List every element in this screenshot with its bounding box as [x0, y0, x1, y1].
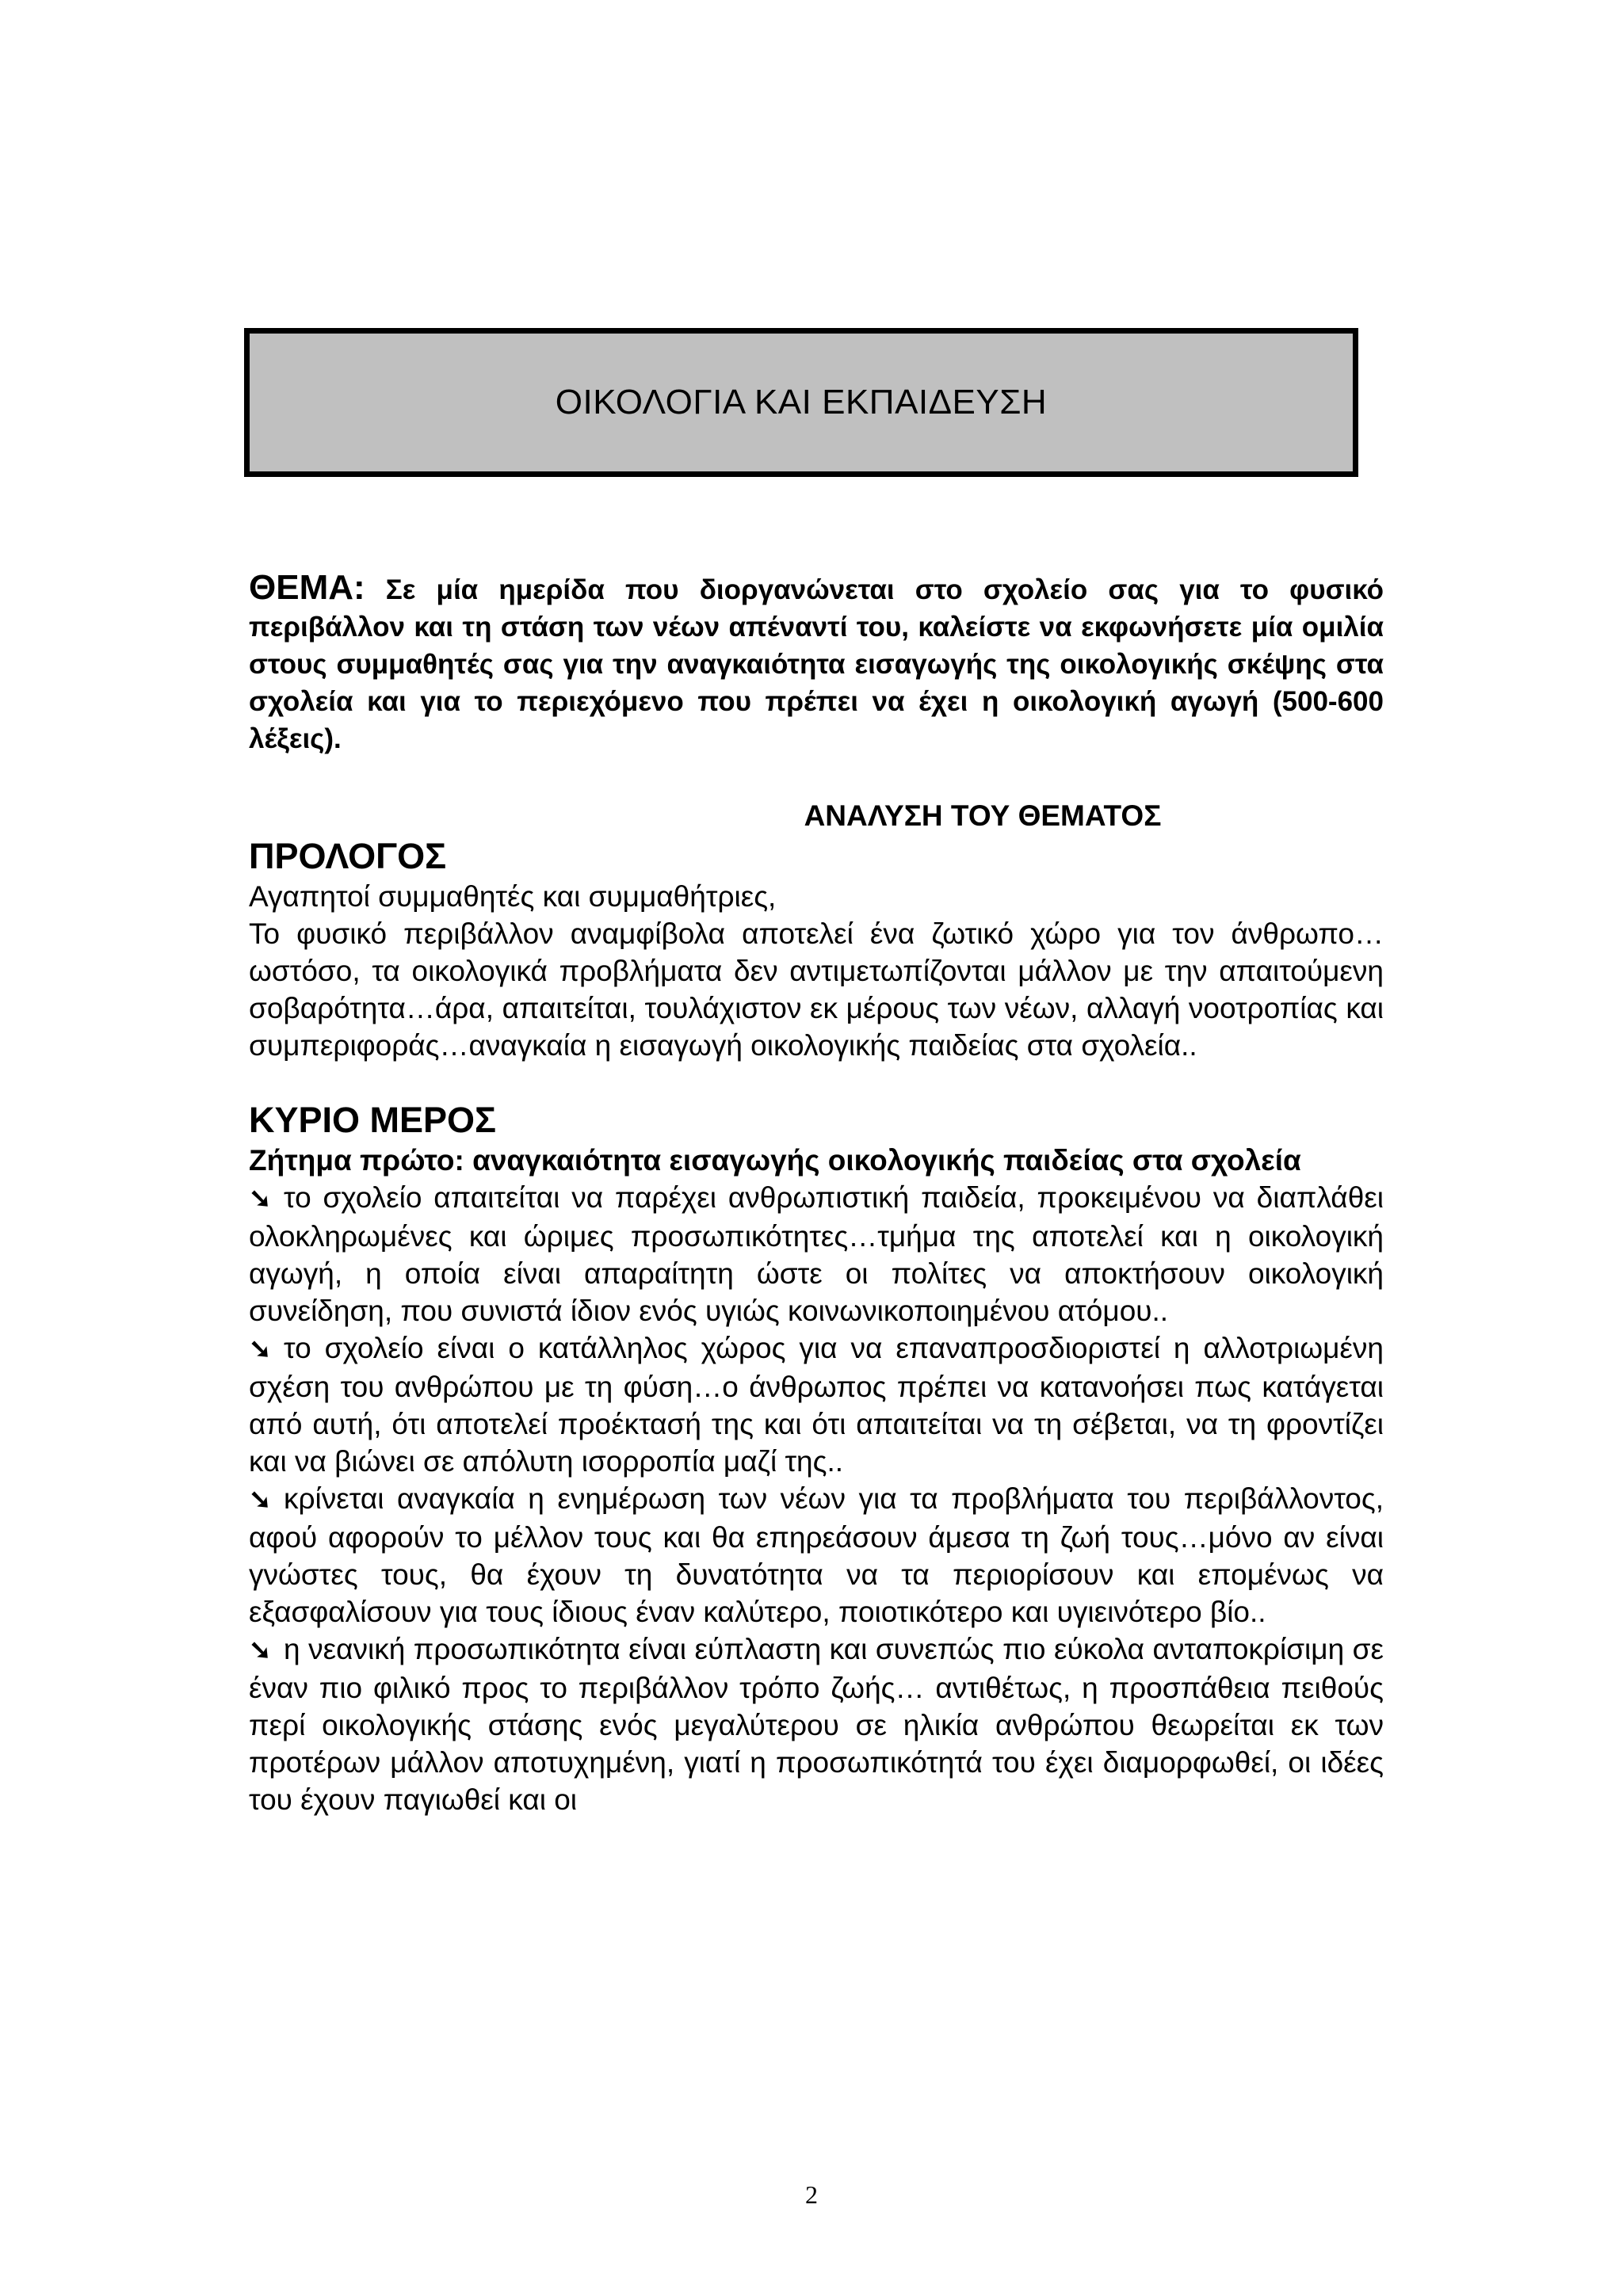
- arrow-down-right-icon: ➘: [249, 1635, 272, 1665]
- prologue-heading: ΠΡΟΛΟΓΟΣ: [249, 836, 447, 876]
- analysis-heading: ΑΝΑΛΥΣΗ ΤΟΥ ΘΕΜΑΤΟΣ: [804, 799, 1162, 832]
- bullet-text: το σχολείο είναι ο κατάλληλος χώρος για να επαναπροσδιοριστεί η αλλοτριωμένη σχέση του ανθρώπου με τη φύση…ο άνθρωπος πρέπει να κατανοήσει πως κατάγεται από αυτή, ότι αποτελεί προέκτασή της και ότι απαιτείται να τη σέβεται, να τη φροντίζει και να βιώνει σε απόλυτη ισορροπία μαζί της..: [249, 1332, 1384, 1478]
- bullet-text: κρίνεται αναγκαία η ενημέρωση των νέων για τα προβλήματα του περιβάλλοντος, αφού αφορούν το μέλλον τους και θα επηρεάσουν άμεσα τη ζωή τους…μόνο αν είναι γνώστες τους, θα έχουν τη δυνατότητα να τα περιορίσουν και επομένως να εξασφαλίσουν για τους ίδιους έναν καλύτερο, ποιοτικότερο και υγιεινότερο βίο..: [249, 1482, 1384, 1628]
- theme-label: ΘΕΜΑ:: [249, 568, 365, 607]
- bullet-item: [249, 1480, 1384, 1630]
- bullet-item: [249, 1329, 1384, 1480]
- arrow-down-right-icon: ➘: [249, 1334, 272, 1364]
- arrow-down-right-icon: ➘: [249, 1184, 272, 1214]
- page-number: 2: [805, 2180, 818, 2209]
- main-subheading: Ζήτημα πρώτο: αναγκαιότητα εισαγωγής οικολογικής παιδείας στα σχολεία: [249, 1144, 1301, 1177]
- bullet-text: το σχολείο απαιτείται να παρέχει ανθρωπιστική παιδεία, προκειμένου να διαπλάθει ολοκληρωμένες και ώριμες προσωπικότητες…τμήμα της αποτελεί και η οικολογική αγωγή, η οποία είναι απαραίτητη ώστε οι πολίτες να αποκτήσουν οικολογική συνείδηση, που συνιστά ίδιον ενός υγιώς κοινωνικοποιημένου ατόμου..: [249, 1181, 1384, 1327]
- document-body: [249, 569, 1384, 1818]
- theme-paragraph: [249, 569, 1384, 757]
- bullet-item: [249, 1179, 1384, 1329]
- theme-text: Σε μία ημερίδα που διοργανώνεται στο σχολείο σας για το φυσικό περιβάλλον και τη στάση των νέων απέναντί του, καλείστε να εκφωνήσετε μία ομιλία στους συμμαθητές σας για την αναγκαιότητα εισαγωγής της οικολογικής σκέψης στα σχολεία και για το περιεχόμενο που πρέπει να έχει η οικολογική αγωγή (500-600 λέξεις).: [249, 574, 1384, 754]
- prologue-text: Το φυσικό περιβάλλον αναμφίβολα αποτελεί ένα ζωτικό χώρο για τον άνθρωπο…ωστόσο, τα οικολογικά προβλήματα δεν αντιμετωπίζονται μάλλον με την απαιτούμενη σοβαρότητα…άρα, απαιτείται, τουλάχιστον εκ μέρους των νέων, αλλαγή νοοτροπίας και συμπεριφοράς…αναγκαία η εισαγωγή οικολογικής παιδείας στα σχολεία..: [249, 917, 1384, 1062]
- page-title: ΟΙΚΟΛΟΓΙΑ ΚΑΙ ΕΚΠΑΙΔΕΥΣΗ: [555, 383, 1048, 421]
- main-heading: ΚΥΡΙΟ ΜΕΡΟΣ: [249, 1100, 497, 1140]
- prologue-greeting: Αγαπητοί συμμαθητές και συμμαθήτριες,: [249, 880, 777, 913]
- arrow-down-right-icon: ➘: [249, 1485, 272, 1515]
- bullet-text: η νεανική προσωπικότητα είναι εύπλαστη και συνεπώς πιο εύκολα ανταποκρίσιμη σε έναν πιο φιλικό προς το περιβάλλον τρόπο ζωής… αντιθέτως, η προσπάθεια πειθούς περί οικολογικής στάσης ενός μεγαλύτερου σε ηλικία ανθρώπου θεωρείται εκ των προτέρων μάλλον αποτυχημένη, γιατί η προσωπικότητά του έχει διαμορφωθεί, οι ιδέες του έχουν παγιωθεί και οι: [249, 1633, 1384, 1816]
- title-box: [244, 328, 1358, 477]
- bullet-item: [249, 1630, 1384, 1818]
